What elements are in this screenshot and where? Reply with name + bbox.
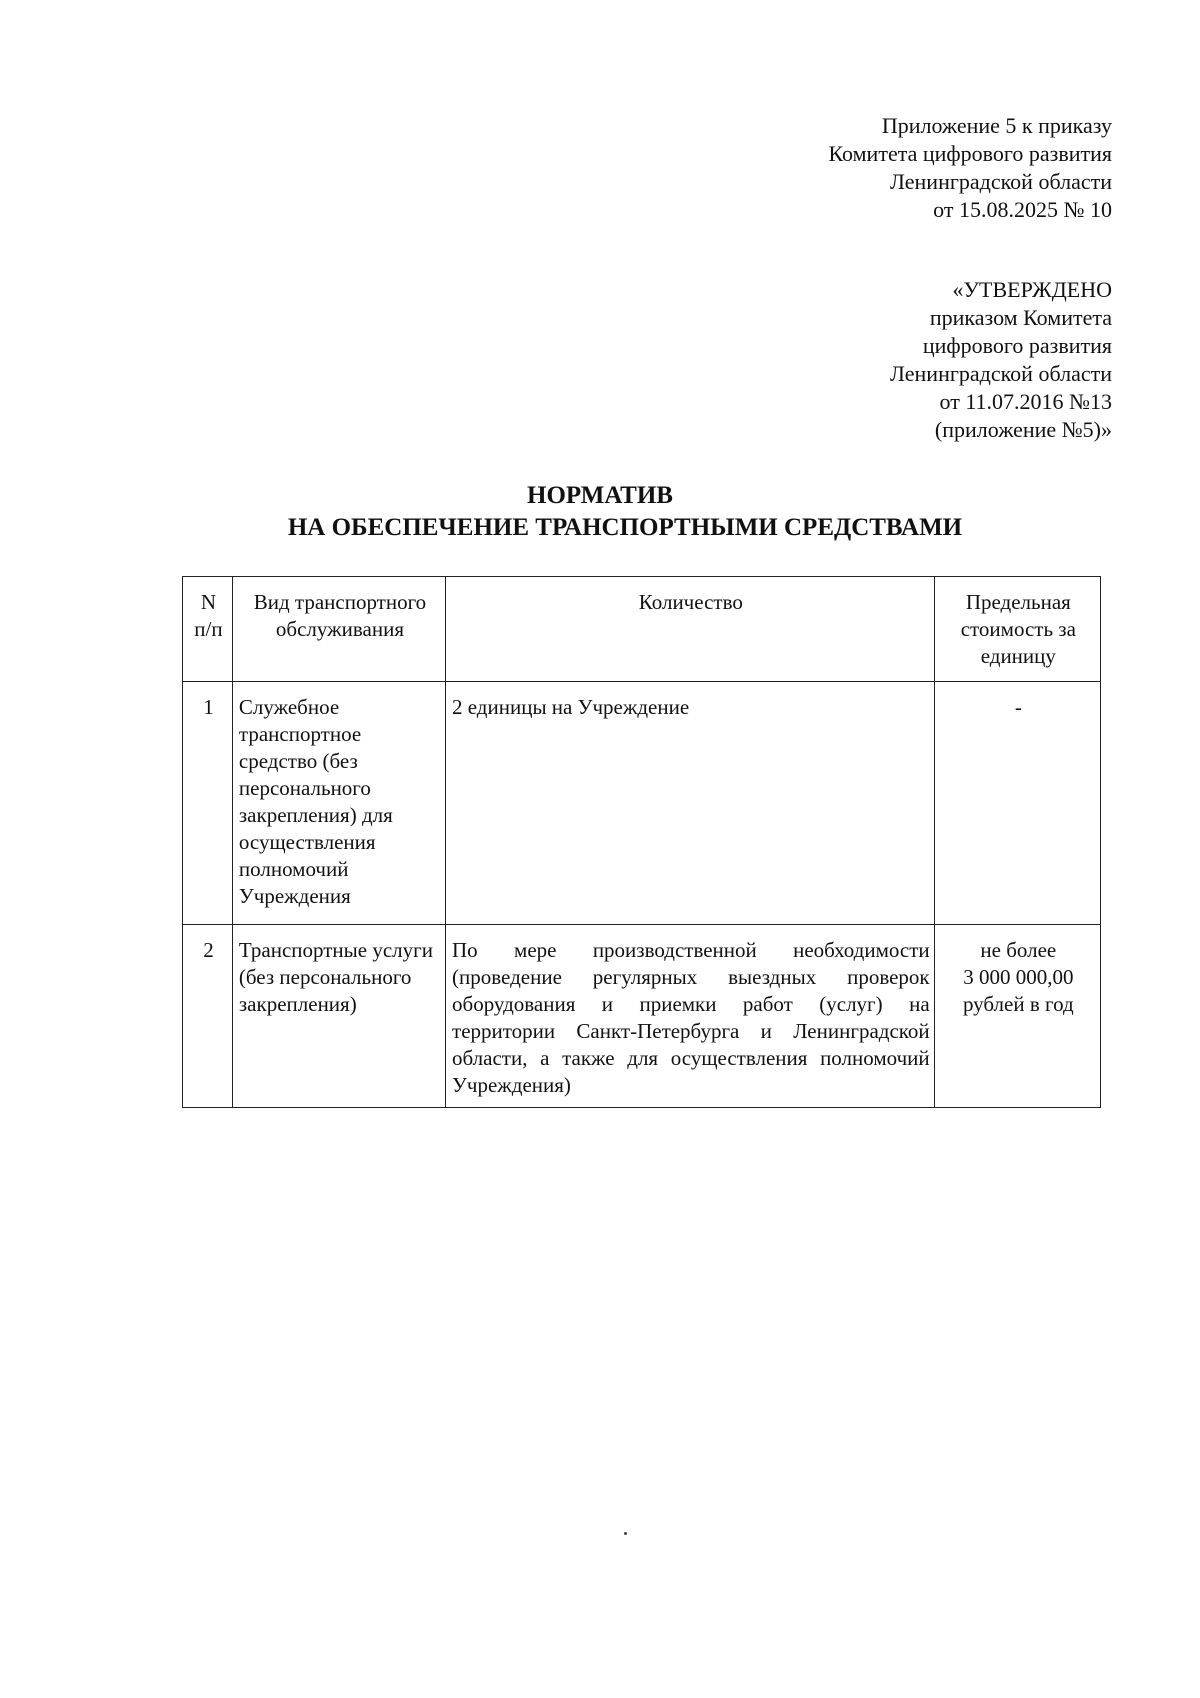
table-row: [183, 682, 1101, 925]
annex-line-4: от 15.08.2025 № 10: [933, 197, 1112, 222]
annex-line-1: Приложение 5 к приказу: [881, 113, 1112, 138]
price-limit-line-1: не более: [980, 938, 1057, 962]
header-number-line-2: п/п: [194, 617, 223, 641]
approved-line-3: цифрового развития: [922, 333, 1112, 358]
annex-line-3: Ленинградской области: [890, 169, 1112, 194]
approved-line-5: от 11.07.2016 №13: [939, 389, 1112, 414]
row-quantity: По мере производственной необходимости (проведение регулярных выездных проверок оборудования и приемки работ (услуг) на территории Санкт-Петербурга и Ленинградской области, а также для осуществления полномочий Учреждения): [446, 925, 935, 1108]
price-limit-line-3: рублей в год: [962, 992, 1074, 1016]
row-price-limit: -: [934, 682, 1100, 925]
norm-table: [182, 576, 1101, 1108]
annex-line-2: Комитета цифрового развития: [828, 141, 1112, 166]
row-number: 1: [183, 682, 233, 925]
header-price-limit: Предельная стоимость за единицу: [934, 577, 1100, 682]
header-number-line-1: N: [200, 590, 217, 614]
approval-stamp-block: [890, 276, 1112, 444]
document-title: [0, 480, 1200, 544]
row-service-type: Транспортные услуги (без персонального закрепления): [232, 925, 445, 1108]
approved-line-4: Ленинградской области: [890, 361, 1112, 386]
price-limit-line-2: 3 000 000,00: [963, 965, 1074, 989]
row-quantity: 2 единицы на Учреждение: [446, 682, 935, 925]
row-number: 2: [183, 925, 233, 1108]
table-row: [183, 925, 1101, 1108]
header-service-type: Вид транспортного обслуживания: [232, 577, 445, 682]
row-price-limit: [934, 925, 1100, 1108]
approved-line-2: приказом Комитета: [929, 305, 1112, 330]
annex-reference-block: [828, 112, 1112, 224]
title-line-2: НА ОБЕСПЕЧЕНИЕ ТРАНСПОРТНЫМИ СРЕДСТВАМИ: [287, 514, 963, 541]
header-quantity: Количество: [446, 577, 935, 682]
scan-dot-mark: [624, 1532, 627, 1535]
table-header-row: [183, 577, 1101, 682]
approved-line-6: (приложение №5)»: [934, 417, 1112, 442]
header-number: [183, 577, 233, 682]
approved-line-1: «УТВЕРЖДЕНО: [952, 277, 1112, 302]
title-line-1: НОРМАТИВ: [527, 482, 673, 509]
row-service-type: Служебное транспортное средство (без персонального закрепления) для осуществления полномочий Учреждения: [232, 682, 445, 925]
